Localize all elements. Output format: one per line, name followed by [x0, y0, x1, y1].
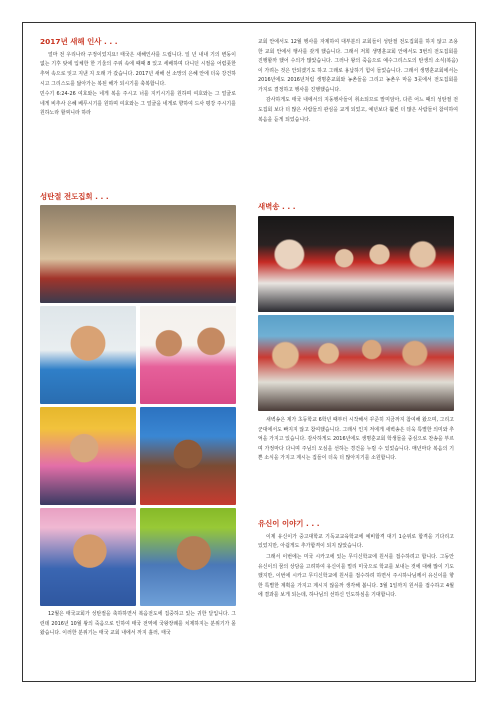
new-year-section: [40, 38, 236, 119]
christmas-group-photo: [40, 205, 236, 303]
christmas-heading: 성탄절 전도집회 . . .: [40, 192, 109, 201]
new-year-paragraph-1: 얼마 전 우리나라 구정이었지요! 태국은 새해인사를 드립니다. 일 년 내내 기의 변동이 없는 기후 탓에 입체한 한 기울의 주위 속에 때때 8 있고 세배하며 다니던 시절을 어렴풋한 추억 속으로 잊고 지낸 지 오래 가 갔습니다. 2017년 새해 선 소망의 은혜 안에 더욱 강건하시고 그리스도를 닮아가는 복된 해가 되시기를 축복합니다.: [40, 51, 236, 87]
new-year-heading: 2017년 새해 인사 . . .: [40, 37, 118, 46]
christmas-text-section: [40, 610, 236, 639]
carol-singers-group-photo: [258, 315, 454, 411]
right-paragraph-1: 교회 안에서도 12월 행사를 자제하여 대부분의 교회들이 성탄절 전도집회를 하지 않고 조용한 교회 안에서 행사를 갖게 했습니다. 그래서 저희 생명훈교회 안에서도 3번의 전도집회를 진행할까 했어 수의가 많았습니다. 그러나 왕의 죽음으로 예수그리스도의 탄생의 소식(복음)이 가려는 것은 안되겠기도 하고 그래로 용납하기 힘이 들었습니다. 그래서 생명훈교회에서는 2016년에도 2016년처럼 생명훈교회와 농촌들을 그리고 농촌우 마을 3곳에서 전도집회를 가지로 결정하고 행사를 진행했습니다.: [258, 39, 458, 93]
saebyeoksong-paragraph: 새벽송은 제가 초등학교 6학년 때부터 시작해서 꾸준히 지금까지 참여해 왔으며, 그리고 군대에서도 빠지지 않고 참여했습니다. 그래서 인지 저에게 새벽송은 더욱 특별한 의미와 추억을 가지고 있습니다. 감사하게도 2016년에도 생명훈교회 학생들을 중심으로 찬송을 부르며 가정마다 다니며 주님의 오심을 선하는 경건을 누릴 수 있었습니다. 매년마다 복음의 기쁜 소식을 가지고 계시는 집들이 더욱 더 많아지기를 소원합니다.: [258, 417, 454, 462]
girls-singing-photo: [140, 306, 236, 404]
yusinee-paragraph-1: 이제 유신이가 중고대학교 기독교교육학교에 예비합격 대기 1순위로 합격을 기다리고 있었지만, 아쉽게도 추가합격이 되지 않았습니다.: [258, 533, 454, 550]
christmas-paragraph: 12월은 태국교회가 성탄절을 축하하면서 복음전도에 집중하고 있는 귀한 달입니다. 그런데 2016년 10월 왕의 죽음으로 인하여 태국 전역에 국왕장례를 치제하지는 분위기가 몰왔습니다. 이러한 분위기는 태국 교회 내에서 까지 흘러, 태국: [40, 611, 236, 637]
carol-singers-night-photo: [258, 216, 454, 312]
boy-pink-crown-photo: [40, 508, 136, 606]
boy-crown-singing-photo: [140, 407, 236, 505]
saebyeoksong-section: [258, 416, 454, 464]
boy-smiling-photo: [40, 306, 136, 404]
right-column-top-section: [258, 38, 458, 125]
yusinee-paragraph-2: 그래서 이번에는 미국 시카고에 있는 무디신학교에 원서를 접수하려고 합니다. 그동안 유신이의 꿈의 상담을 고려하여 유신이를 멀리 미국으로 학교를 보내는 것에 대해 많이 기도 했지만, 이번에 시카고 무디신학교에 원서를 접수하려 하면서 주시하나님께서 유신이를 향한 특별한 계획을 가지고 계시지 않을까 생각해 봅니다. 3월 1일까지 원서를 접수하고 4월에 결과를 보게 되는데, 하나님의 선하신 인도하심을 기대합니다.: [258, 554, 454, 599]
saebyeoksong-heading: 새벽송 . . .: [258, 202, 296, 211]
yusinee-section: [258, 520, 454, 601]
new-year-paragraph-2: 민수기 6:24-26 여호와는 네게 복을 주시고 너를 지키시기를 원하며 여호와는 그 얼굴로 네게 비추사 은혜 베푸시기를 원하며 여호와는 그 얼굴을 네게로 향하여 드사 평강 주시기를 원하노라 할찌니라 하라: [40, 91, 236, 117]
yusinee-heading: 유신이 이야기 . . .: [258, 519, 320, 528]
boy-green-crown-photo: [140, 508, 236, 606]
girl-crown-photo: [40, 407, 136, 505]
right-paragraph-2: 감사하게도 태국 내에서의 지동행사들이 취소되므로 말미암아, 다른 어느 때의 성탄절 전도집회 보다 더 많은 사람들의 관심을 교게 되었고, 예년보다 훨씬 더 많은 사람들이 참여하여 복음을 듣게 되었습니다.: [258, 97, 458, 123]
